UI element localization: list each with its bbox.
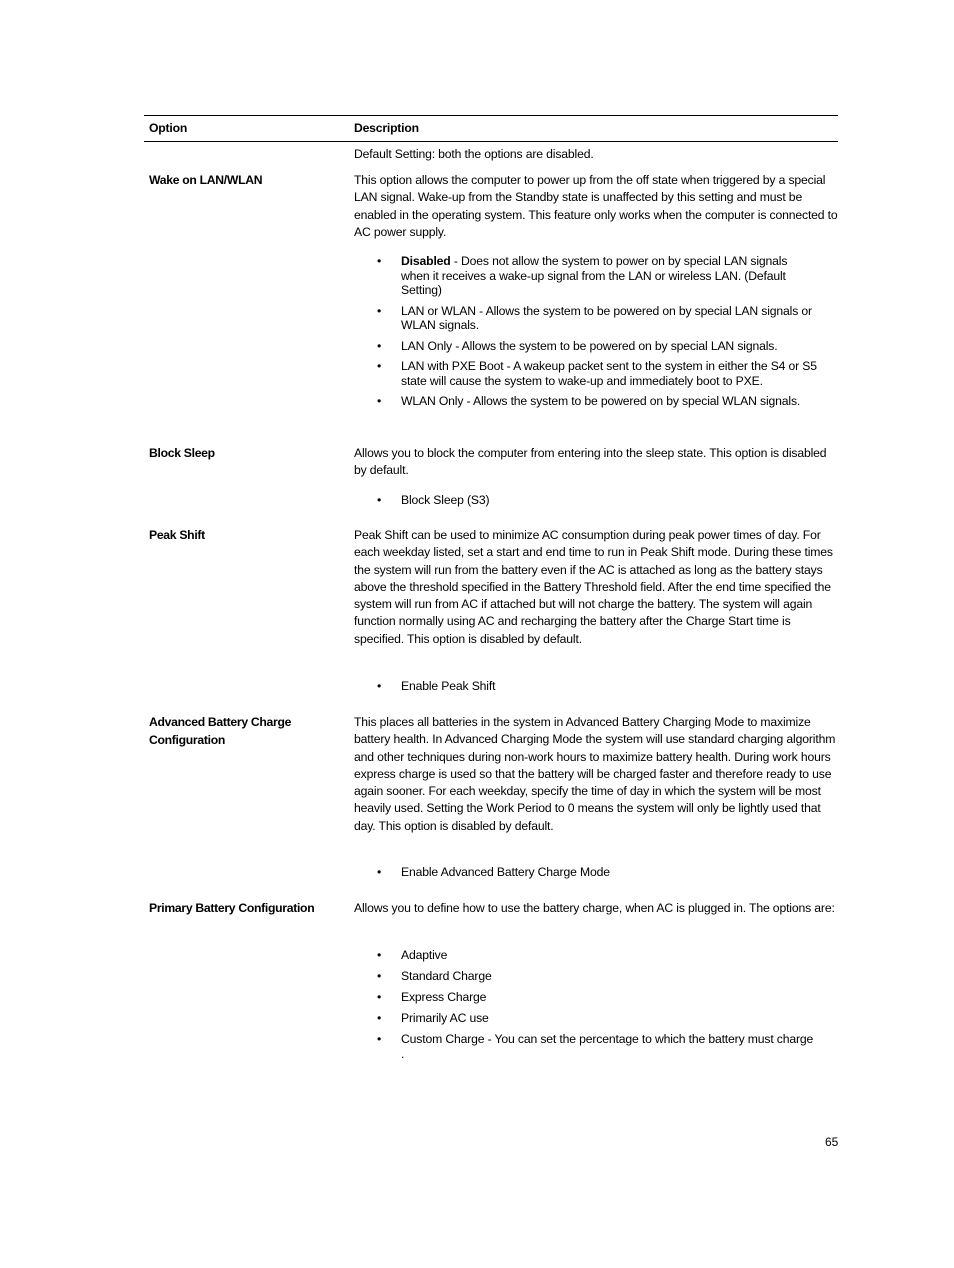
list-item: • Disabled - Does not allow the system to power on by special LAN signals when it receives a wake-up signal from the LAN or wireless LAN. (Default Setting) [377,254,817,298]
list-item: • Standard Charge [377,969,817,984]
list-item: • WLAN Only - Allows the system to be powered on by special WLAN signals. [377,394,817,409]
option-values-list [377,493,817,508]
list-item: • Enable Peak Shift [377,679,817,694]
page-number: 65 [825,1135,839,1149]
row-description [354,146,838,163]
list-item: • LAN or WLAN - Allows the system to be powered on by special LAN signals or WLAN signals. [377,304,817,333]
row-description [354,445,838,480]
option-name: Advanced Battery Charge Configuration [149,715,292,747]
option-values-list [377,865,817,880]
list-item: • LAN Only - Allows the system to be powered on by special LAN signals. [377,339,817,354]
description-text: This places all batteries in the system in Advanced Battery Charging Mode to maximize battery health. In Advanced Charging Mode the system will use standard charging algorithm and other techniques during non-work hours to maximize battery health. During work hours express charge is used so that the battery will be charged faster and therefore ready to use again sooner. For each weekday, specify the time of day in which the system will be most heavily used. Setting the Work Period to 0 means the system will only be lightly used that day. This option is disabled by default. [354,715,836,833]
description-text: Default Setting: both the options are disabled. [354,147,594,161]
description-text: This option allows the computer to power up from the off state when triggered by a special LAN signal. Wake-up from the Standby state is unaffected by this setting and must be enabled in the operating system. This feature only works when the computer is connected to AC power supply. [354,173,838,239]
list-item: • Express Charge [377,990,817,1005]
option-values-list [377,679,817,694]
list-item: • Block Sleep (S3) [377,493,817,508]
list-item: • Custom Charge - You can set the percentage to which the battery must charge . [377,1032,817,1061]
row-description [354,527,838,648]
option-name: Wake on LAN/WLAN [149,173,263,187]
list-item: • Adaptive [377,948,817,963]
description-text: Allows you to block the computer from entering into the sleep state. This option is disabled by default. [354,446,827,478]
list-item: • Enable Advanced Battery Charge Mode [377,865,817,880]
option-name: Primary Battery Configuration [149,901,315,915]
header-option: Option [149,121,188,135]
description-text: Peak Shift can be used to minimize AC consumption during peak power times of day. For each weekday listed, set a start and end time to run in Peak Shift mode. During these times the system will run from the battery even if the AC is attached as long as the battery stays above the threshold specified in the Battery Threshold field. After the end time specified the system will run from AC if attached but will not charge the battery. The system will again function normally using AC and recharging the battery after the Charge Start time is specified. This option is disabled by default. [354,528,833,646]
description-text: Allows you to define how to use the battery charge, when AC is plugged in. The options are: [354,901,835,915]
table-header [144,115,838,142]
list-item: • LAN with PXE Boot - A wakeup packet sent to the system in either the S4 or S5 state will cause the system to wake-up and immediately boot to PXE. [377,359,817,388]
option-name: Peak Shift [149,528,205,542]
row-description [354,714,838,835]
option-name: Block Sleep [149,446,215,460]
option-values-list [377,254,817,409]
row-description [354,900,838,917]
header-description: Description [354,121,419,135]
row-description [354,172,838,241]
list-item: • Primarily AC use [377,1011,817,1026]
bios-options-table [144,115,838,1061]
value-name: Disabled [401,254,451,268]
option-values-list [377,948,817,1061]
